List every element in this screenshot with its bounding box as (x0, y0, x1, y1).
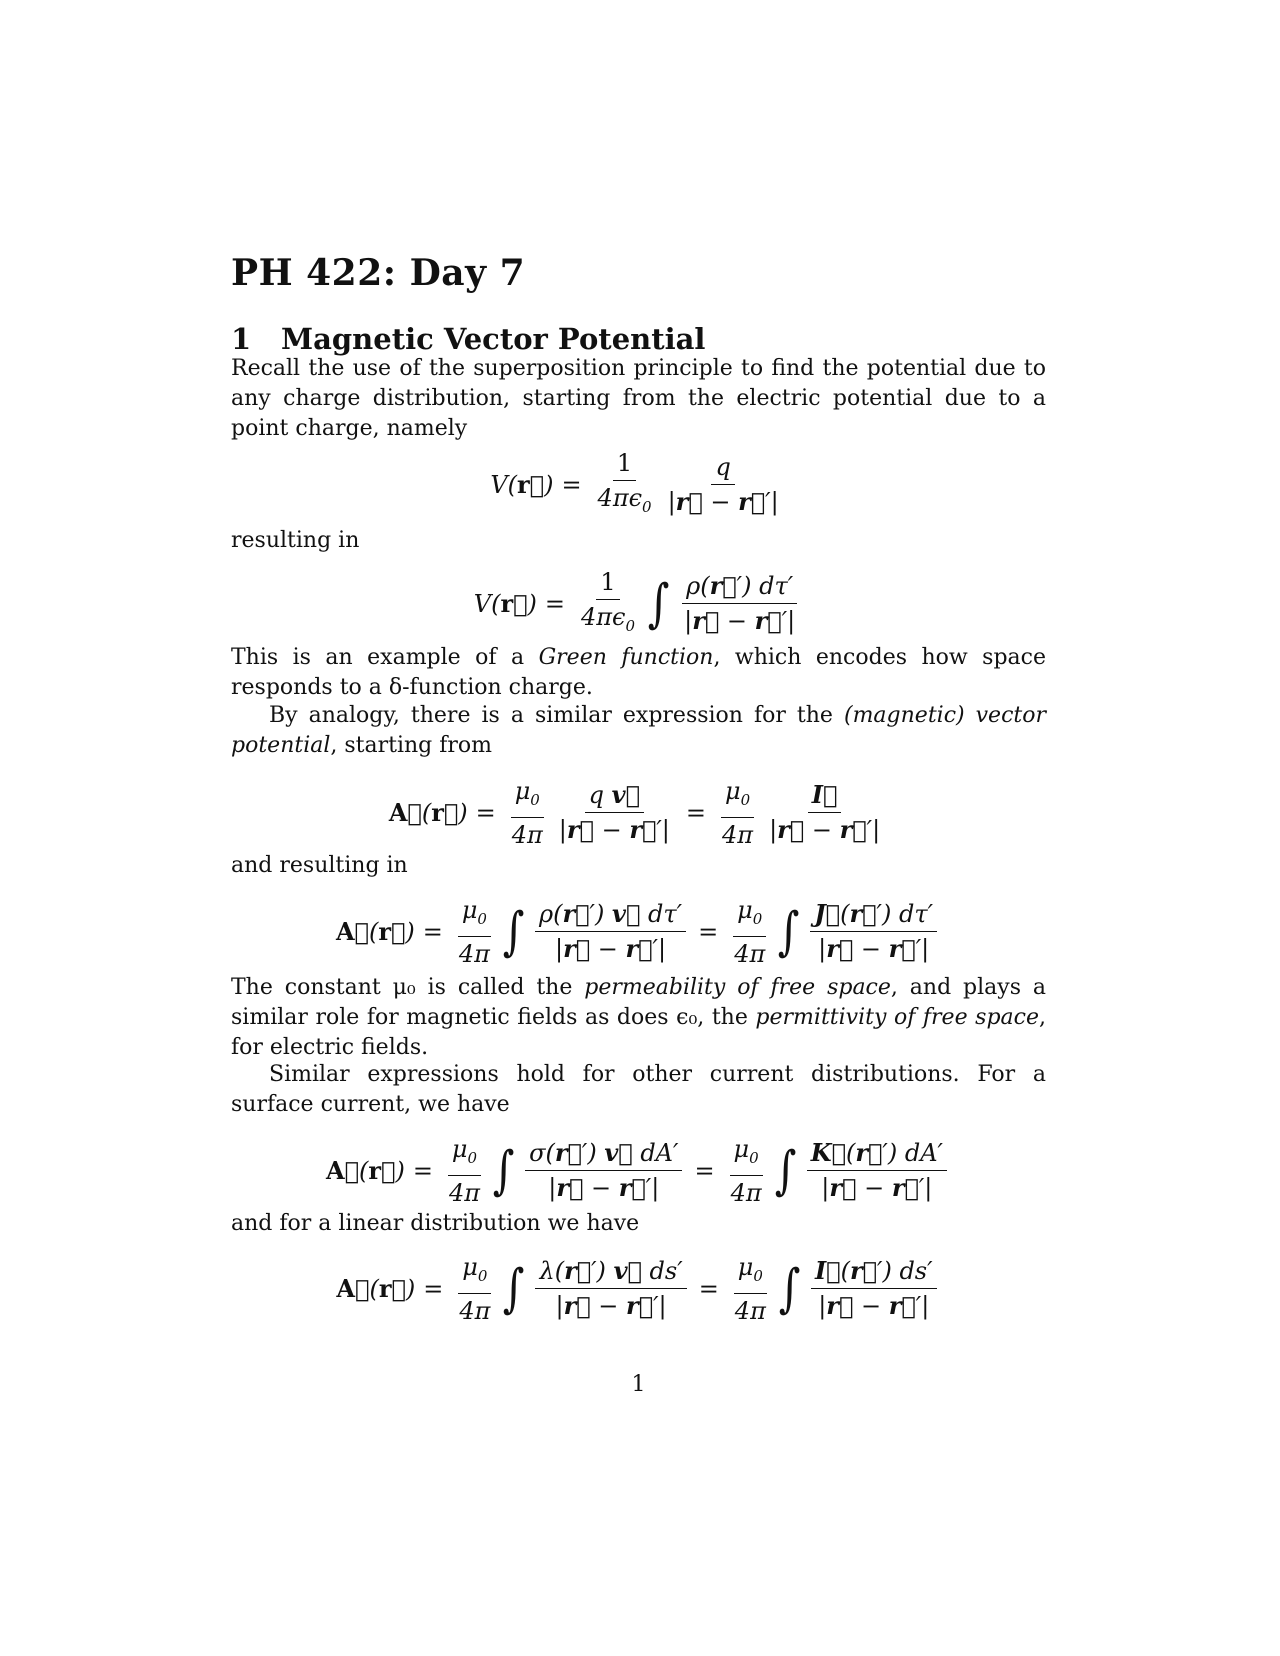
green-function-term: Green function (538, 645, 714, 670)
perm-text-c: , for electric fields. (231, 1005, 1046, 1060)
paragraph-permeability (231, 973, 1046, 1063)
paragraph-and-resulting-in: and resulting in (231, 853, 408, 878)
equation-5: A⃗ ( r⃗ ) = $\frac{\mu_0}{4\pi}$ ∫ $\frac{\sigma(r⃗') v⃗ dA'}{|r⃗ - r⃗'|}$ = $\frac{\mu_0}{4\pi}$ ∫ $\frac{K⃗(r⃗') dA'}{|r⃗ - r⃗'|}$ (231, 1134, 1046, 1208)
vector-potential-term: (magnetic) vector potential (231, 703, 1046, 758)
section-heading (231, 322, 705, 356)
equation-3: A⃗ ( r⃗ ) = $\frac{\mu_0}{4\pi}$ $\frac{\text{q v⃗}}{|r⃗ - r⃗'|}$ = $\frac{\mu_0}{4\pi}$ $\frac{I⃗}{|r⃗ - r⃗'|}$ (388, 777, 881, 849)
paragraph-surface-current: Similar expressions hold for other current distributions. For a surface current, we have (231, 1062, 1046, 1117)
green-text-b: , which encodes how space responds to a δ-function charge. (231, 645, 1047, 700)
equation-1: V( r⃗ ) = $\frac{1}{4\pi\epsilon_0}$ $\frac{q}{|r⃗ - r⃗'|}$ (490, 449, 779, 517)
page-title: PH 422: Day 7 (231, 252, 526, 294)
equation-4: A⃗ ( r⃗ ) = $\frac{\mu_0}{4\pi}$ ∫ $\frac{\rho(r⃗') v⃗ d\tau'}{|r⃗ - r⃗'|}$ = $\frac{\mu_0}{4\pi}$ ∫ $\frac{J⃗(r⃗') d\tau'}{|r⃗ - r⃗'|}$ (231, 895, 1046, 969)
permittivity-term: permittivity of free space (755, 1005, 1039, 1030)
page-number: 1 (631, 1372, 646, 1397)
paragraph-linear-distribution: and for a linear distribution we have (231, 1211, 640, 1236)
analogy-text-b: , starting from (330, 733, 493, 758)
section-number: 1 (231, 322, 252, 356)
paragraph-intro: Recall the use of the superposition principle to find the potential due to any charge distribution, starting from the electric potential due to a point charge, namely (231, 356, 1046, 441)
paragraph-analogy (231, 701, 1046, 761)
equation-6: A⃗ ( r⃗ ) = $\frac{\mu_0}{4\pi}$ ∫ $\frac{\lambda(r⃗') v⃗ ds'}{|r⃗ - r⃗'|}$ = $\frac{\mu_0}{4\pi}$ ∫ $\frac{I⃗(r⃗') ds'}{|r⃗ - r⃗'|}$ (231, 1252, 1046, 1326)
permeability-term: permeability of free space (584, 975, 891, 1000)
green-text-a: This is an example of a (231, 645, 539, 670)
paragraph-resulting-in: resulting in (231, 528, 360, 553)
analogy-text-a: By analogy, there is a similar expression for the (269, 703, 844, 728)
perm-text-a: The constant μ₀ is called the (231, 975, 585, 1000)
section-title: Magnetic Vector Potential (281, 322, 706, 356)
paragraph-green-function (231, 643, 1046, 703)
perm-text-b: , and plays a similar role for magnetic fields as does ϵ₀, the (231, 975, 1046, 1030)
equation-2: V( r⃗ ) = $\frac{1}{4\pi\epsilon_0}$ ∫ $\frac{\rho(r⃗') d\tau'}{|r⃗ - r⃗'|}$ (473, 568, 796, 636)
